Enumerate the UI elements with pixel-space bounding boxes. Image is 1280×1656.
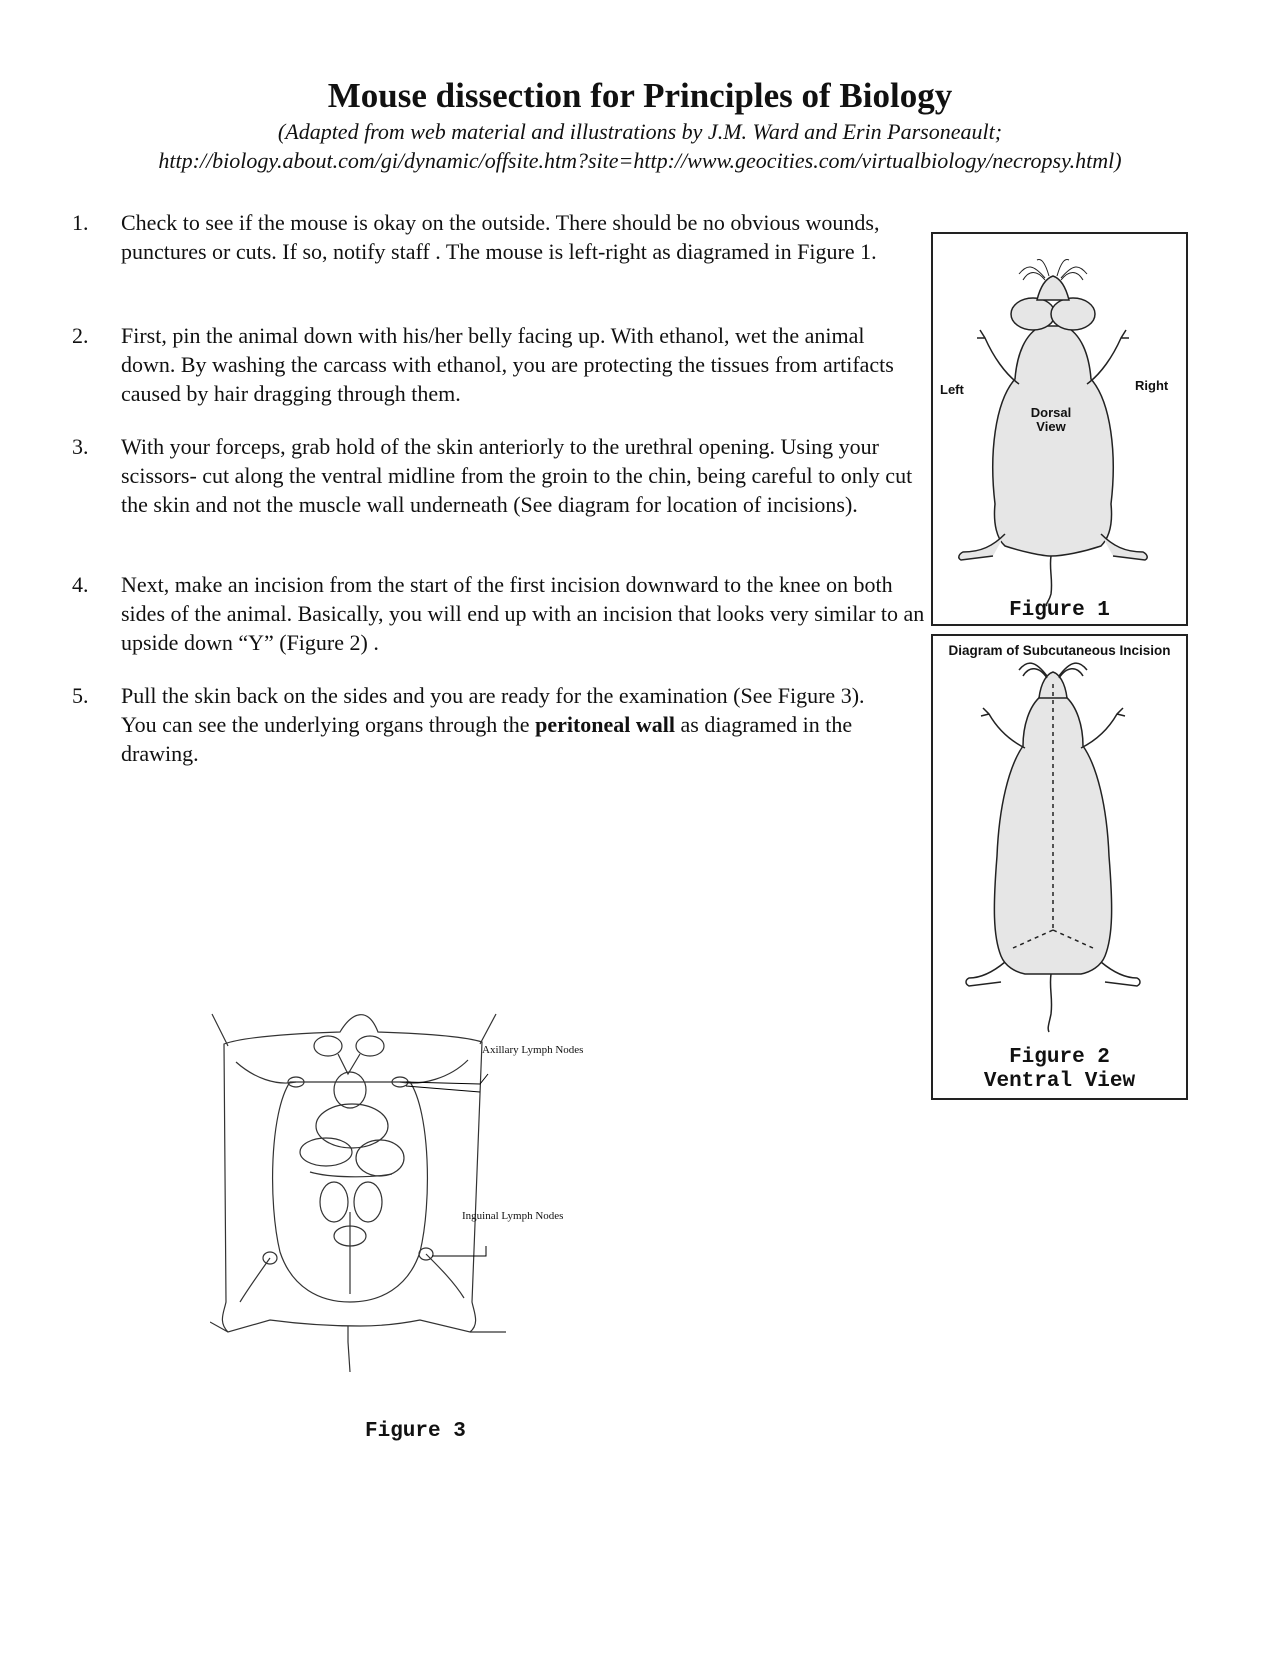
step-number: 3. [72, 434, 89, 459]
bold-term: peritoneal wall [535, 712, 676, 737]
figure-1-box [931, 232, 1188, 626]
step-number: 5. [72, 683, 89, 708]
step-text: Pull the skin back on the sides and you are ready for the examination (See Figure 3). You can see the underlying organs through the peritoneal wall as diagramed in the drawing. [121, 683, 865, 766]
figure-2-box [931, 634, 1188, 1100]
step-number: 1. [72, 210, 89, 235]
step-text: Next, make an incision from the start of the first incision downward to the knee on both sides of the animal. Basically, you will end up with an incision that looks very similar to an upside down “Y” (Figure 2) . [121, 572, 925, 655]
source-url[interactable]: http://biology.about.com/gi/dynamic/offsite.htm?site=http://www.geocities.com/virtualbiology/necropsy.html [158, 148, 1115, 173]
axillary-lymph-nodes-label: Axillary Lymph Nodes [482, 1044, 584, 1056]
step-number: 2. [72, 323, 89, 348]
figure-1-right-label: Right [1135, 378, 1169, 393]
figure-2-caption: Figure 2 Ventral View [983, 1046, 1136, 1093]
figure-3-caption: Figure 3 [365, 1420, 466, 1443]
mouse-organs-illustration [210, 1002, 660, 1422]
figure-3-dissection-drawing [210, 1002, 660, 1422]
step-text: With your forceps, grab hold of the skin anteriorly to the urethral opening. Using your scissors- cut along the ventral midline from the groin to the chin, being careful to only cut the skin and not the muscle wall underneath (See diagram for location of incisions). [121, 434, 913, 517]
figure-1-center-label: Dorsal View [1030, 405, 1072, 434]
step-text: Check to see if the mouse is okay on the outside. There should be no obvious wounds, punctures or cuts. If so, notify staff . The mouse is left-right as diagramed in Figure 1. [121, 210, 880, 264]
inguinal-lymph-nodes-label: Inguinal Lymph Nodes [462, 1210, 564, 1222]
figure-1-caption: Figure 1 [1009, 599, 1110, 622]
source-citation-line2: http://biology.about.com/gi/dynamic/offsite.htm?site=http://www.geocities.com/virtualbiology/necropsy.html) [158, 148, 1122, 173]
step-text: First, pin the animal down with his/her belly facing up. With ethanol, wet the animal down. By washing the carcass with ethanol, you are protecting the tissues from artifacts caused by hair dragging through them. [121, 323, 894, 406]
figure-2-header: Diagram of Subcutaneous Incision [948, 643, 1171, 658]
mouse-ventral-incision-illustration [933, 636, 1186, 1098]
step-number: 4. [72, 572, 89, 597]
figure-1-left-label: Left [940, 382, 964, 397]
page-title: Mouse dissection for Principles of Biology [327, 76, 953, 115]
source-citation-line1: (Adapted from web material and illustrations by J.M. Ward and Erin Parsoneault; [277, 119, 1003, 144]
